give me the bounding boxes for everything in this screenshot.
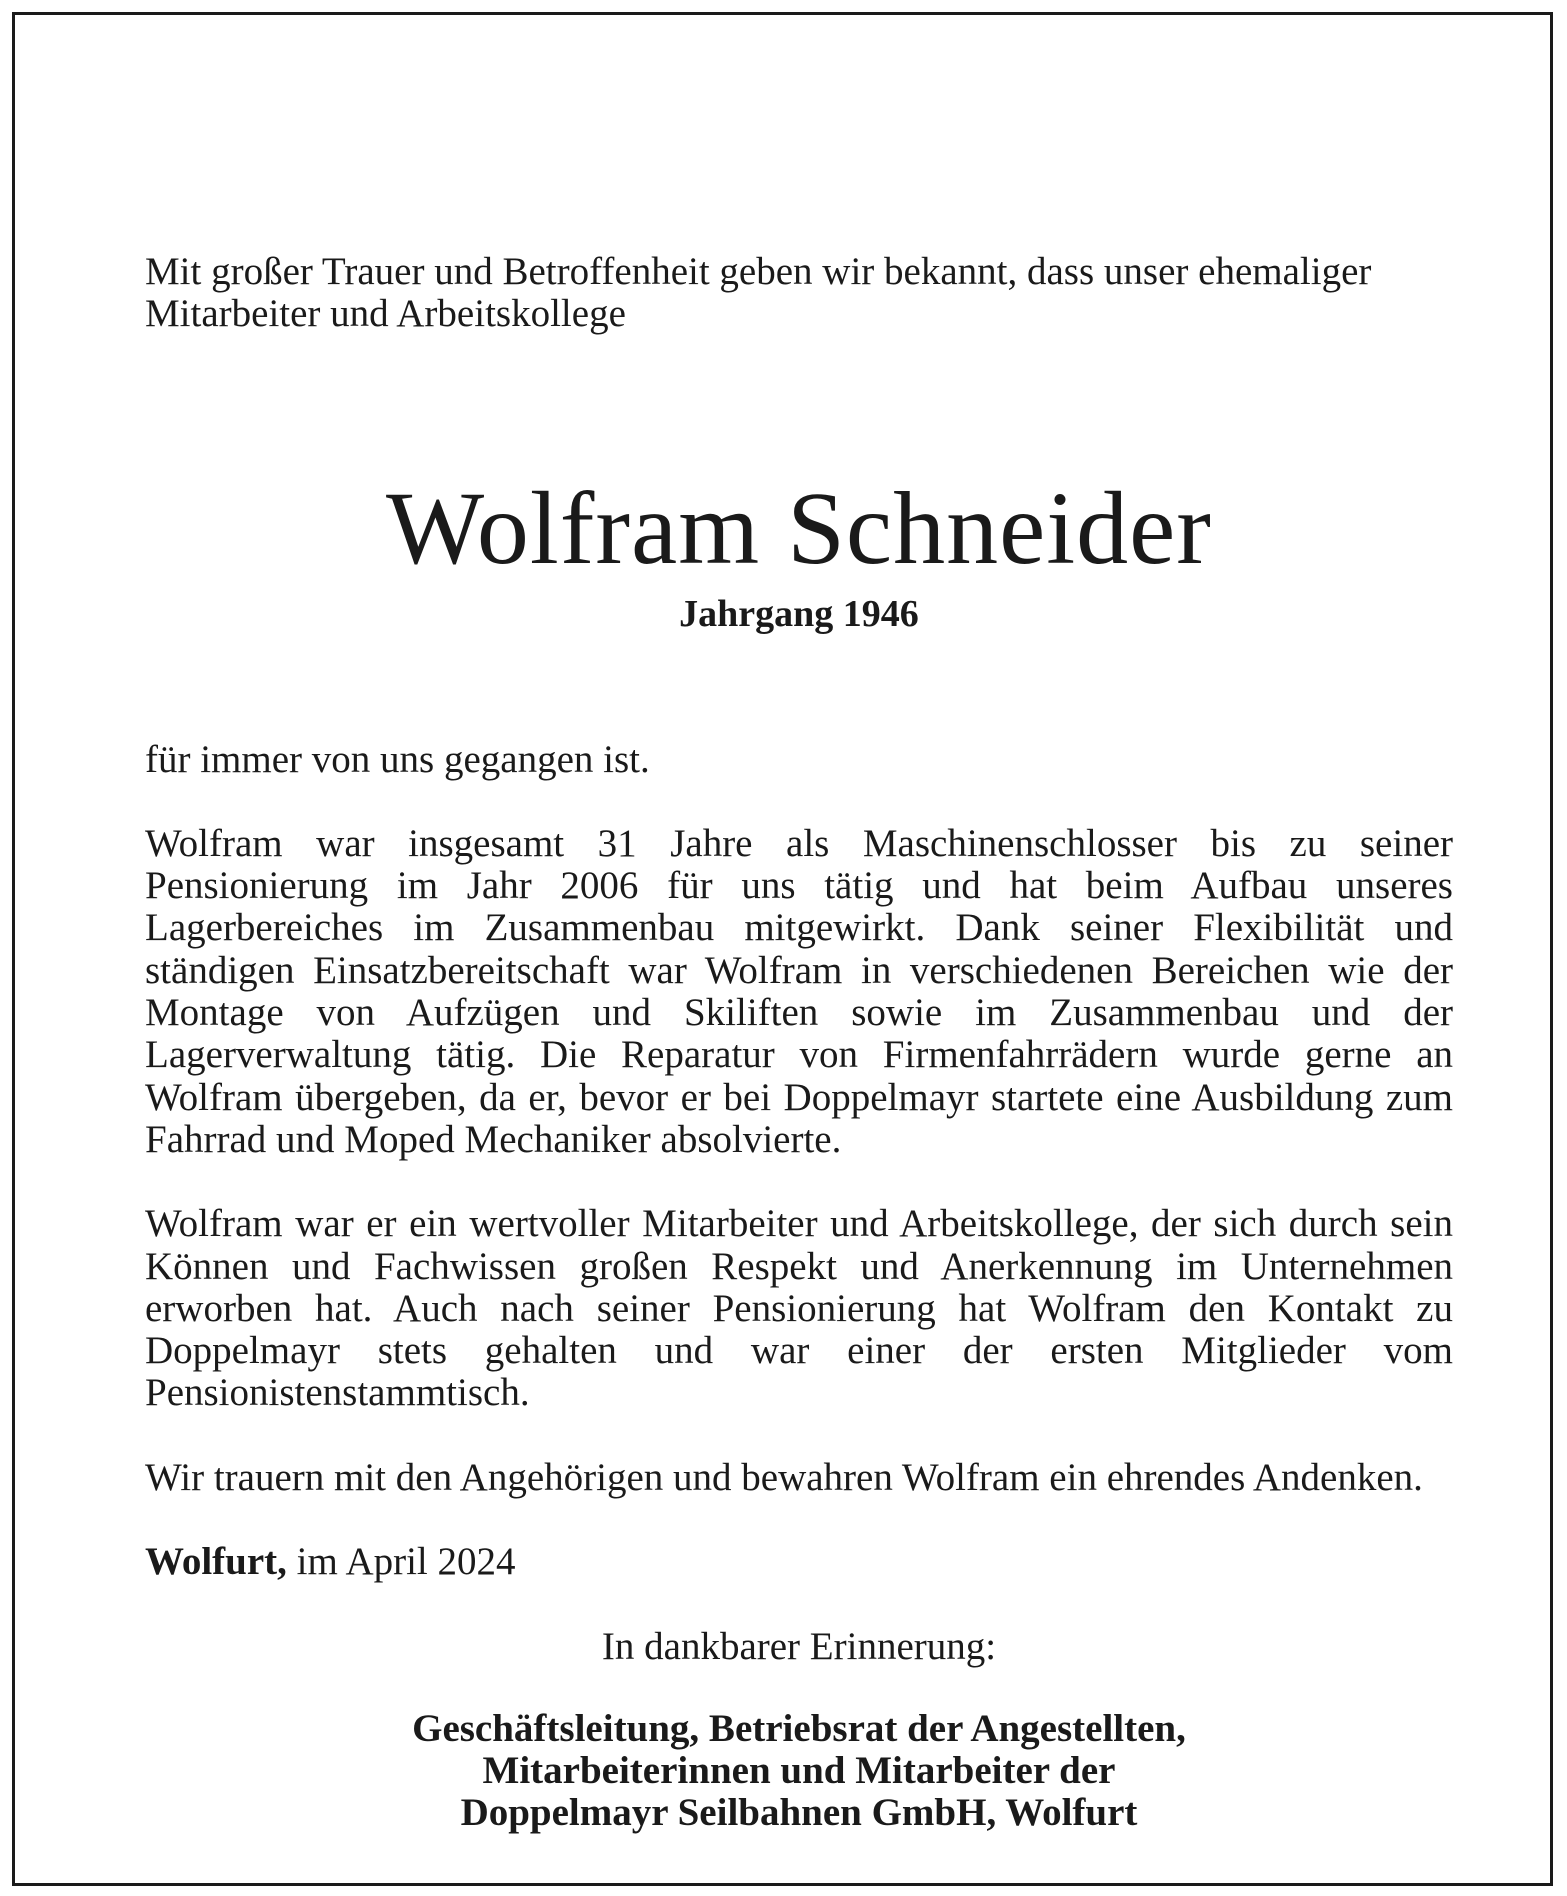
signer-line: Mitarbeiterinnen und Mitarbeiter der [482,1748,1116,1792]
signers-block [145,1708,1453,1835]
notice-content [145,251,1453,1835]
place: Wolfurt, [145,1540,287,1584]
signer-line: Doppelmayr Seilbahnen GmbH, Wolfurt [460,1791,1138,1835]
date: im April 2024 [296,1540,516,1584]
passed-away-text: für immer von uns gegangen ist. [145,737,650,781]
intro-text: Mit großer Trauer und Betroffenheit geben wir bekannt, dass unser ehemaliger Mitarbeiter und Arbeitskollege [145,250,1372,336]
paragraph-career: Wolfram war insgesamt 31 Jahre als Maschinenschlosser bis zu seiner Pensionierung im Jahr 2006 für uns tätig und hat beim Aufbau unseres Lagerbereiches im Zusammenbau mitgewirkt. Dank seiner Flexibilität und ständigen Einsatzbereitschaft war Wolfram in verschiedenen Bereichen wie der Montage von Aufzügen und Skiliften sowie im Zusammenbau und der Lagerverwaltung tätig. Die Reparatur von Firmenfahrrädern wurde gerne an Wolfram übergeben, da er, bevor er bei Doppelmayr startete eine Ausbildung zum Fahrrad und Moped Mechaniker absolvierte. [145,821,1453,1161]
place-date-line [145,1541,1453,1583]
signer-line: Geschäftsleitung, Betriebsrat der Angestellten, [412,1706,1186,1750]
notice-frame [12,12,1553,1886]
paragraph-appreciation: Wolfram war er ein wertvoller Mitarbeiter und Arbeitskollege, der sich durch sein Können und Fachwissen großen Respekt und Anerkennung im Unternehmen erworben hat. Auch nach seiner Pensionierung hat Wolfram den Kontakt zu Doppelmayr stets gehalten und war einer der ersten Mitglieder vom Pensionistenstammtisch. [145,1202,1453,1415]
birth-year: Jahrgang 1946 [679,592,919,635]
deceased-name: Wolfram Schneider [386,470,1212,586]
paragraph-mourning: Wir trauern mit den Angehörigen und bewahren Wolfram ein ehrendes Andenken. [145,1455,1423,1499]
closing-text: In dankbarer Erinnerung: [601,1625,997,1669]
